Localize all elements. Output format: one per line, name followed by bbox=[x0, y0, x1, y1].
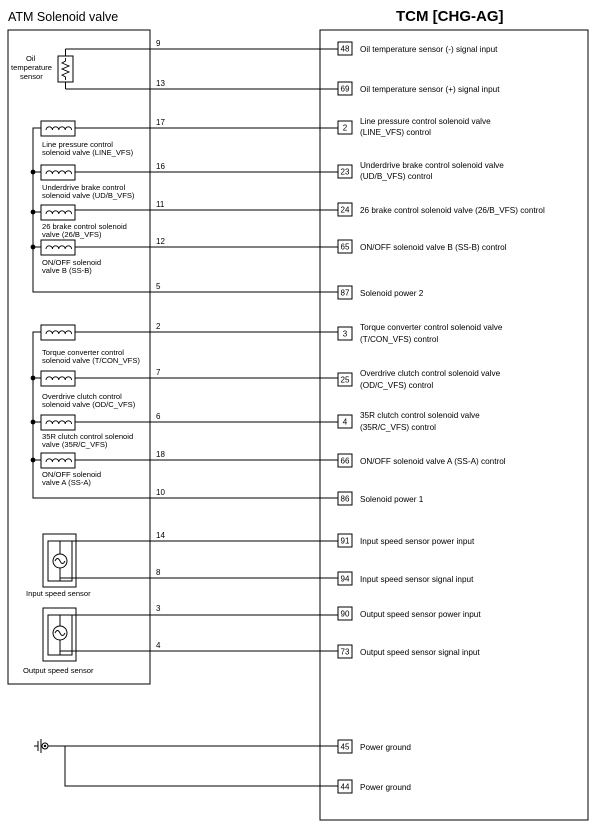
tcon-vfs-label-2: solenoid valve (T/CON_VFS) bbox=[42, 356, 140, 365]
ssa-label-2: valve A (SS-A) bbox=[42, 478, 91, 487]
oil-temp-label-1: Oil bbox=[26, 54, 36, 63]
wire-w1 bbox=[66, 39, 499, 55]
wire-w2 bbox=[66, 79, 501, 95]
wire-w5 bbox=[75, 200, 545, 216]
wire-w6 bbox=[75, 237, 507, 253]
pin-function-line-1: 26 brake control solenoid valve (26/B_VFS) control bbox=[360, 206, 545, 215]
junction-dot bbox=[31, 245, 36, 250]
connector-pin-label: 4 bbox=[156, 641, 161, 650]
wire-w16 bbox=[60, 641, 480, 658]
pin-function-line-2: (T/CON_VFS) control bbox=[360, 335, 439, 344]
r35-vfs-coil bbox=[41, 415, 133, 449]
tcm-pin-number: 3 bbox=[342, 329, 348, 339]
tcm-title: TCM [CHG-AG] bbox=[396, 8, 504, 25]
odc-vfs-label-1: Overdrive clutch control bbox=[42, 392, 122, 401]
pin-function-line-1: Underdrive brake control solenoid valve bbox=[360, 161, 504, 170]
tcm-pin-number: 65 bbox=[340, 242, 350, 252]
connector-pin-label: 17 bbox=[156, 118, 165, 127]
tcm-pin-number: 73 bbox=[340, 647, 350, 657]
pin-function-line-1: Solenoid power 2 bbox=[360, 289, 424, 298]
connector-pin-label: 18 bbox=[156, 450, 165, 459]
ssa-label-1: ON/OFF solenoid bbox=[42, 470, 102, 479]
tcm-pin-number: 66 bbox=[340, 456, 350, 466]
output-speed-sensor bbox=[23, 608, 94, 675]
odc-vfs-coil bbox=[41, 371, 136, 409]
connector-pin-label: 6 bbox=[156, 412, 161, 421]
connector-pin-label: 10 bbox=[156, 488, 165, 497]
junction-dot bbox=[31, 420, 36, 425]
pin-function-line-2: (OD/C_VFS) control bbox=[360, 381, 434, 390]
oil-temperature-sensor bbox=[11, 49, 73, 89]
line-vfs-coil bbox=[41, 121, 134, 157]
junction-dot bbox=[31, 458, 36, 463]
connector-pin-label: 11 bbox=[156, 200, 165, 209]
connector-pin-label: 3 bbox=[156, 604, 161, 613]
wire-w11 bbox=[75, 450, 506, 467]
tcm-pin-number: 69 bbox=[340, 84, 350, 94]
udb-vfs-coil bbox=[41, 165, 135, 200]
odc-vfs-label-2: solenoid valve (OD/C_VFS) bbox=[42, 400, 136, 409]
tcon-vfs-label-1: Torque converter control bbox=[42, 348, 124, 357]
pin-function-line-2: (UD/B_VFS) control bbox=[360, 172, 433, 181]
pin-function-line-1: Torque converter control solenoid valve bbox=[360, 323, 503, 332]
wire-w14 bbox=[60, 568, 474, 585]
tcm-pin-number: 2 bbox=[342, 123, 348, 133]
ground-symbol bbox=[34, 739, 48, 753]
ssb-label-1: ON/OFF solenoid bbox=[42, 258, 102, 267]
connector-pin-label: 13 bbox=[156, 79, 165, 88]
r35-vfs-label-2: valve (35R/C_VFS) bbox=[42, 440, 108, 449]
wire-w3 bbox=[75, 117, 491, 137]
tcon-vfs-coil bbox=[41, 325, 140, 365]
line-vfs-label-2: solenoid valve (LINE_VFS) bbox=[42, 148, 134, 157]
pin-function-line-1: Power ground bbox=[360, 783, 411, 792]
ssb-coil bbox=[41, 240, 101, 275]
wire-w4 bbox=[75, 161, 504, 181]
wire-w8 bbox=[75, 322, 503, 344]
solenoid-group-1 bbox=[31, 325, 150, 498]
wire-w18 bbox=[65, 746, 411, 793]
wire-w7 bbox=[150, 282, 424, 299]
connector-pin-label: 16 bbox=[156, 162, 165, 171]
wire-w9 bbox=[75, 368, 501, 390]
tcm-pin-number: 4 bbox=[342, 417, 348, 427]
connector-pin-label: 7 bbox=[156, 368, 161, 377]
udb-vfs-label-2: solenoid valve (UD/B_VFS) bbox=[42, 191, 135, 200]
pin-function-line-2: (35R/C_VFS) control bbox=[360, 423, 436, 432]
pin-function-line-1: Output speed sensor signal input bbox=[360, 648, 480, 657]
wire-w15 bbox=[60, 604, 481, 620]
pin-function-line-1: ON/OFF solenoid valve B (SS-B) control bbox=[360, 243, 507, 252]
wire-w17 bbox=[48, 740, 411, 753]
pin-function-line-1: Power ground bbox=[360, 743, 411, 752]
junction-dot bbox=[31, 210, 36, 215]
tcm-pin-number: 94 bbox=[340, 574, 350, 584]
wire-w10 bbox=[75, 411, 480, 432]
tcm-pin-number: 44 bbox=[340, 782, 350, 792]
oil-temp-label-2: temperature bbox=[11, 63, 52, 72]
pin-function-line-1: ON/OFF solenoid valve A (SS-A) control bbox=[360, 457, 506, 466]
junction-dot bbox=[31, 170, 36, 175]
output-speed-sensor-label: Output speed sensor bbox=[23, 666, 94, 675]
tcm-pin-number: 23 bbox=[340, 167, 350, 177]
oil-temp-label-3: sensor bbox=[20, 72, 43, 81]
pin-function-line-1: Input speed sensor signal input bbox=[360, 575, 474, 584]
wire-w12 bbox=[150, 488, 424, 505]
pin-function-line-1: Line pressure control solenoid valve bbox=[360, 117, 491, 126]
wire-w13 bbox=[60, 531, 475, 547]
connector-pin-label: 9 bbox=[156, 39, 161, 48]
pin-function-line-2: (LINE_VFS) control bbox=[360, 128, 431, 137]
input-speed-sensor bbox=[26, 534, 91, 598]
line-vfs-label-1: Line pressure control bbox=[42, 140, 113, 149]
pin-function-line-1: Input speed sensor power input bbox=[360, 537, 475, 546]
connector-pin-label: 12 bbox=[156, 237, 165, 246]
tcm-pin-number: 48 bbox=[340, 44, 350, 54]
udb-vfs-label-1: Underdrive brake control bbox=[42, 183, 126, 192]
connector-pin-label: 14 bbox=[156, 531, 165, 540]
atm-solenoid-title: ATM Solenoid valve bbox=[8, 10, 119, 24]
connector-pin-label: 8 bbox=[156, 568, 161, 577]
tcm-pin-number: 25 bbox=[340, 375, 350, 385]
ssa-coil bbox=[41, 453, 101, 487]
connector-pin-label: 2 bbox=[156, 322, 161, 331]
b26-vfs-label-1: 26 brake control solenoid bbox=[42, 222, 127, 231]
tcm-pin-number: 86 bbox=[340, 494, 350, 504]
pin-function-line-1: 35R clutch control solenoid valve bbox=[360, 411, 480, 420]
connector-pin-label: 5 bbox=[156, 282, 161, 291]
junction-dot bbox=[31, 376, 36, 381]
tcm-pin-number: 24 bbox=[340, 205, 350, 215]
tcm-pin-number: 45 bbox=[340, 742, 350, 752]
ssb-label-2: valve B (SS-B) bbox=[42, 266, 92, 275]
pin-function-line-1: Solenoid power 1 bbox=[360, 495, 424, 504]
pin-function-line-1: Output speed sensor power input bbox=[360, 610, 481, 619]
pin-function-line-1: Overdrive clutch control solenoid valve bbox=[360, 369, 501, 378]
tcm-pin-number: 87 bbox=[340, 288, 350, 298]
pin-function-line-1: Oil temperature sensor (-) signal input bbox=[360, 45, 498, 54]
r35-vfs-label-1: 35R clutch control solenoid bbox=[42, 432, 134, 441]
tcm-pin-number: 90 bbox=[340, 609, 350, 619]
input-speed-sensor-label: Input speed sensor bbox=[26, 589, 91, 598]
solenoid-group-2 bbox=[31, 121, 150, 292]
tcm-pin-number: 91 bbox=[340, 536, 350, 546]
pin-function-line-1: Oil temperature sensor (+) signal input bbox=[360, 85, 500, 94]
b26-vfs-label-2: valve (26/B_VFS) bbox=[42, 230, 102, 239]
